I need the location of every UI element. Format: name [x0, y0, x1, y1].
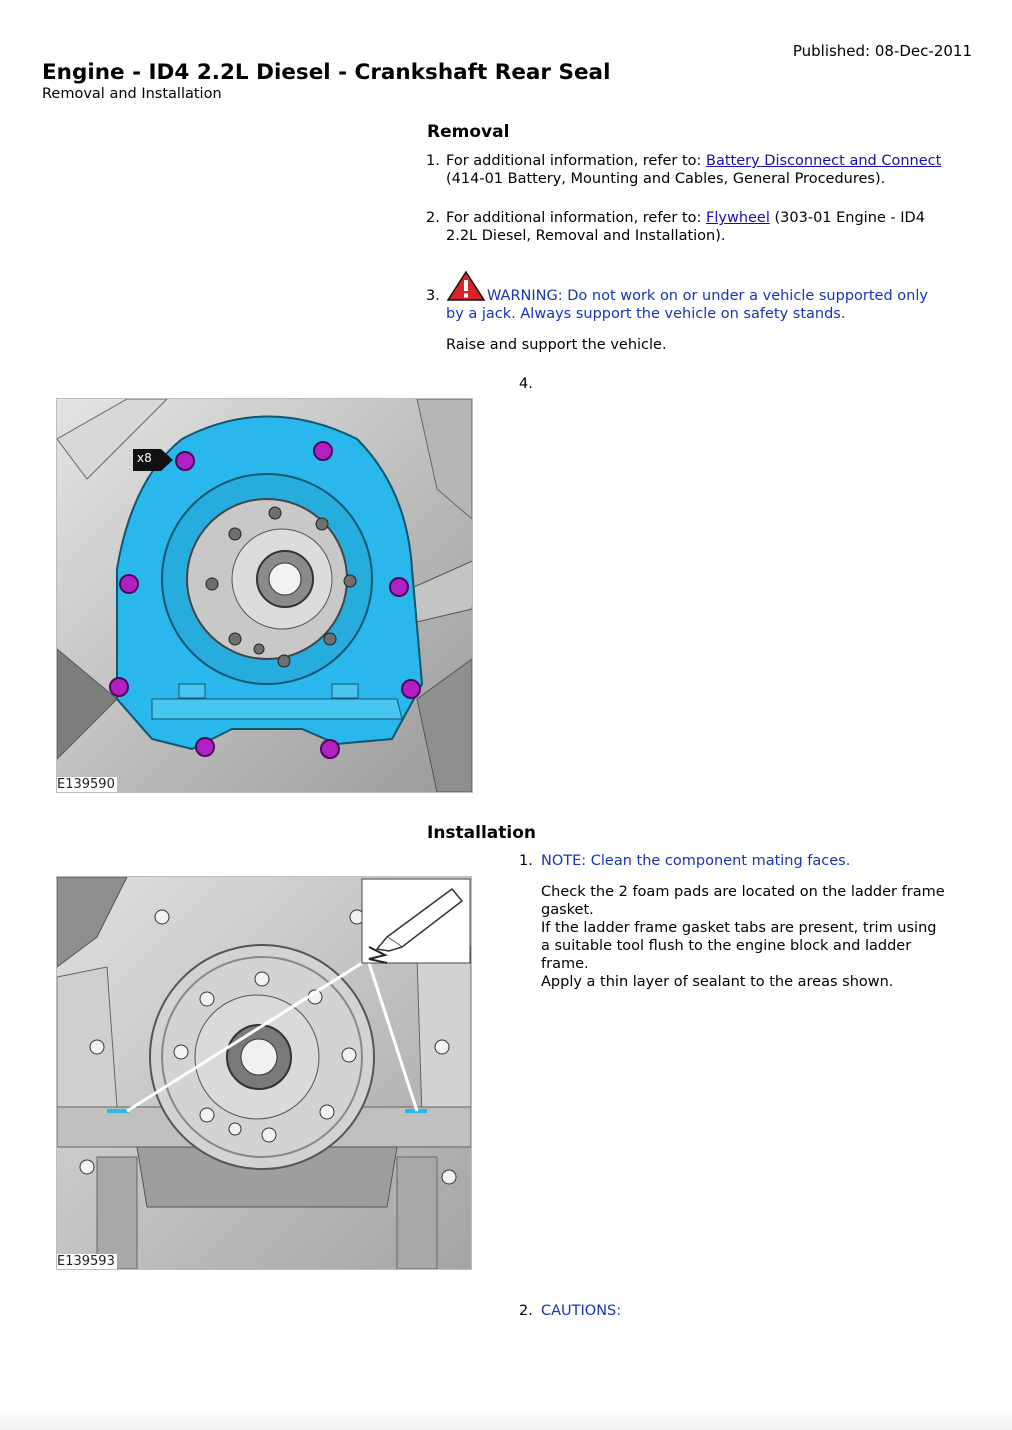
- removal-figure: [56, 398, 473, 793]
- step-number: 2.: [519, 1303, 533, 1319]
- removal-step-3: [426, 270, 986, 360]
- instruction-line: a suitable tool flush to the engine block and ladder: [541, 938, 912, 954]
- note-text: NOTE: Clean the component mating faces.: [541, 853, 851, 869]
- engine-block-sealant-illustration: [57, 877, 471, 1269]
- figure-label: E139593: [57, 1254, 115, 1269]
- step-text: 2.2L Diesel, Removal and Installation).: [446, 228, 726, 244]
- removal-step-4-number: 4.: [519, 376, 533, 392]
- page-subtitle: Removal and Installation: [42, 86, 222, 102]
- step-number: 1.: [426, 153, 440, 169]
- warning-icon: [446, 270, 486, 302]
- instruction-line: Check the 2 foam pads are located on the ladder frame: [541, 884, 945, 900]
- step-number: 1.: [519, 853, 533, 869]
- removal-step-2: [426, 209, 986, 249]
- page-title: Engine - ID4 2.2L Diesel - Crankshaft Rear Seal: [42, 60, 611, 85]
- installation-step-1: [519, 852, 979, 992]
- rear-seal-housing-illustration: [57, 399, 472, 792]
- step-text: (303-01 Engine - ID4: [769, 210, 925, 226]
- battery-disconnect-link[interactable]: Battery Disconnect and Connect: [706, 153, 942, 169]
- warning-text-line2: by a jack. Always support the vehicle on safety stands.: [446, 306, 846, 322]
- step-number: 3.: [426, 288, 440, 304]
- step-text: Raise and support the vehicle.: [446, 337, 667, 353]
- removal-step-1: [426, 152, 986, 192]
- step-text: For additional information, refer to:: [446, 153, 707, 169]
- instruction-line: Apply a thin layer of sealant to the areas shown.: [541, 974, 894, 990]
- instruction-line: gasket.: [541, 902, 594, 918]
- instruction-line: If the ladder frame gasket tabs are present, trim using: [541, 920, 937, 936]
- published-date: Published: 08-Dec-2011: [792, 42, 972, 60]
- page-bottom-edge: [0, 1404, 1012, 1430]
- installation-figure: [56, 876, 472, 1270]
- bolt-count-callout: [133, 449, 173, 471]
- step-number: 2.: [426, 210, 440, 226]
- callout-text: x8: [137, 451, 152, 465]
- figure-label: E139590: [57, 777, 115, 792]
- warning-text-line1: WARNING: Do not work on or under a vehicle supported only: [487, 288, 928, 304]
- installation-heading: Installation: [427, 823, 537, 843]
- step-text: For additional information, refer to:: [446, 210, 707, 226]
- removal-heading: Removal: [427, 122, 510, 142]
- cautions-text: CAUTIONS:: [541, 1303, 622, 1319]
- instruction-line: frame.: [541, 956, 589, 972]
- flywheel-link[interactable]: Flywheel: [706, 210, 770, 226]
- step-text: (414-01 Battery, Mounting and Cables, General Procedures).: [446, 171, 886, 187]
